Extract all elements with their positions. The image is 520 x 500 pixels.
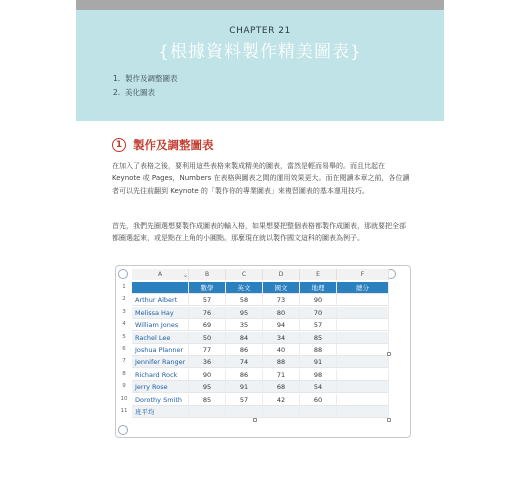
- score-cell[interactable]: 88: [263, 356, 300, 368]
- score-cell[interactable]: [337, 381, 389, 393]
- chapter-toc: [113, 72, 178, 100]
- row-number[interactable]: 2: [122, 296, 126, 303]
- score-cell[interactable]: 85: [300, 332, 337, 344]
- numbers-spreadsheet[interactable]: [115, 265, 411, 438]
- row-number[interactable]: 11: [120, 408, 128, 414]
- table-header-cell[interactable]: 英文: [226, 282, 263, 294]
- body-paragraph: 在加入了表格之後，要利用這些表格來製成精美的圖表，當然是輕而易舉的。而且比起在 Keynote 或 Pages，Numbers 在表格與圖表之間的運用效果更大。而在閱讀本章之前，各位讀者可以先往前翻到 Keynote 的「製作你的專業圖表」來複習圖表的基本運用技巧。: [112, 162, 410, 195]
- score-cell[interactable]: 54: [300, 381, 337, 393]
- score-cell[interactable]: 88: [300, 344, 337, 356]
- resize-handle[interactable]: [387, 418, 391, 422]
- chapter-label: CHAPTER 21: [229, 26, 291, 36]
- student-name-cell[interactable]: 班平均: [132, 406, 189, 418]
- score-cell[interactable]: 74: [226, 356, 263, 368]
- score-cell[interactable]: [337, 369, 389, 381]
- score-cell[interactable]: [337, 294, 389, 306]
- table-header-cell[interactable]: 數學: [189, 282, 226, 294]
- table-header-cell[interactable]: 總分: [337, 282, 389, 294]
- score-cell[interactable]: 91: [300, 356, 337, 368]
- score-cell[interactable]: 73: [263, 294, 300, 306]
- row-number[interactable]: 10: [120, 395, 128, 402]
- score-cell[interactable]: 84: [226, 332, 263, 344]
- table-header-cell[interactable]: [132, 282, 189, 294]
- student-name-cell[interactable]: Jennifer Ranger: [132, 356, 189, 368]
- student-name-cell[interactable]: Melissa Hay: [132, 307, 189, 319]
- top-gray-bar: [76, 0, 444, 10]
- score-cell[interactable]: [189, 406, 226, 418]
- student-name-cell[interactable]: Richard Rock: [132, 369, 189, 381]
- section-title: 製作及調整圖表: [133, 138, 214, 152]
- score-cell[interactable]: 57: [226, 394, 263, 406]
- chapter-title: {根據資料製作精美圖表}: [158, 42, 362, 62]
- chapter-header: [76, 10, 444, 121]
- column-header-a[interactable]: A: [132, 269, 189, 280]
- row-number[interactable]: 1: [122, 284, 126, 290]
- score-cell[interactable]: 90: [300, 294, 337, 306]
- column-header-d[interactable]: D: [263, 269, 300, 280]
- body-paragraph: 首先，我們先圈選想要製作成圖表的輸入格，如果想要把整個表格都製作成圖表，那就要把全部都圈選起來，或是點在上角的小圓點。那麼現在就以製作國文這科的圖表為例子。: [112, 222, 406, 243]
- row-number[interactable]: 8: [122, 370, 126, 377]
- row-number[interactable]: 7: [122, 358, 126, 365]
- column-header-c[interactable]: C: [226, 269, 263, 280]
- score-cell[interactable]: 70: [300, 307, 337, 319]
- score-cell[interactable]: [337, 344, 389, 356]
- table-header-cell[interactable]: 國文: [263, 282, 300, 294]
- score-cell[interactable]: 98: [300, 369, 337, 381]
- toc-item: 2. 美化圖表: [113, 88, 155, 97]
- row-number[interactable]: 4: [122, 321, 126, 328]
- score-cell[interactable]: 36: [189, 356, 226, 368]
- score-cell[interactable]: 94: [263, 319, 300, 331]
- score-cell[interactable]: [300, 406, 337, 418]
- student-name-cell[interactable]: Joshua Planner: [132, 344, 189, 356]
- score-cell[interactable]: [337, 394, 389, 406]
- score-cell[interactable]: [337, 332, 389, 344]
- score-cell[interactable]: [337, 319, 389, 331]
- score-cell[interactable]: 58: [226, 294, 263, 306]
- toc-item: 1. 製作及調整圖表: [113, 74, 178, 83]
- score-cell[interactable]: 50: [189, 332, 226, 344]
- resize-handle[interactable]: [253, 418, 257, 422]
- score-cell[interactable]: 40: [263, 344, 300, 356]
- score-cell[interactable]: 69: [189, 319, 226, 331]
- score-cell[interactable]: 42: [263, 394, 300, 406]
- score-cell[interactable]: 77: [189, 344, 226, 356]
- score-cell[interactable]: 34: [263, 332, 300, 344]
- score-cell[interactable]: [337, 356, 389, 368]
- score-cell[interactable]: 91: [226, 381, 263, 393]
- score-cell[interactable]: 90: [189, 369, 226, 381]
- row-number[interactable]: 9: [122, 383, 126, 390]
- column-header-b[interactable]: B: [189, 269, 226, 280]
- score-cell[interactable]: [263, 406, 300, 418]
- score-cell[interactable]: 86: [226, 369, 263, 381]
- add-row-button[interactable]: [118, 425, 128, 435]
- score-cell[interactable]: 60: [300, 394, 337, 406]
- student-name-cell[interactable]: Rachel Lee: [132, 332, 189, 344]
- column-header-e[interactable]: E: [300, 269, 337, 280]
- row-number[interactable]: 6: [122, 346, 126, 352]
- score-cell[interactable]: [226, 406, 263, 418]
- score-cell[interactable]: 85: [189, 394, 226, 406]
- student-name-cell[interactable]: Arthur Albert: [132, 294, 189, 306]
- score-cell[interactable]: 57: [189, 294, 226, 306]
- score-cell[interactable]: [337, 307, 389, 319]
- score-cell[interactable]: 76: [189, 307, 226, 319]
- score-cell[interactable]: 57: [300, 319, 337, 331]
- row-number[interactable]: 3: [122, 308, 126, 315]
- score-cell[interactable]: 95: [226, 307, 263, 319]
- score-cell[interactable]: 35: [226, 319, 263, 331]
- student-name-cell[interactable]: Jerry Rose: [132, 381, 189, 393]
- score-cell[interactable]: 80: [263, 307, 300, 319]
- select-table-corner-button[interactable]: [118, 269, 128, 279]
- score-cell[interactable]: [337, 406, 389, 418]
- score-cell[interactable]: 71: [263, 369, 300, 381]
- section-number-badge: 1: [112, 138, 126, 152]
- section-heading: [112, 137, 214, 153]
- student-name-cell[interactable]: Dorothy Smith: [132, 394, 189, 406]
- resize-handle[interactable]: [387, 352, 391, 356]
- score-cell[interactable]: 86: [226, 344, 263, 356]
- score-cell[interactable]: 95: [189, 381, 226, 393]
- score-cell[interactable]: 68: [263, 381, 300, 393]
- row-number[interactable]: 5: [122, 333, 126, 340]
- table-header-cell[interactable]: 地理: [300, 282, 337, 294]
- chevron-down-icon[interactable]: ⌄: [183, 272, 189, 279]
- column-header-f[interactable]: F: [337, 269, 389, 280]
- student-name-cell[interactable]: William Jones: [132, 319, 189, 331]
